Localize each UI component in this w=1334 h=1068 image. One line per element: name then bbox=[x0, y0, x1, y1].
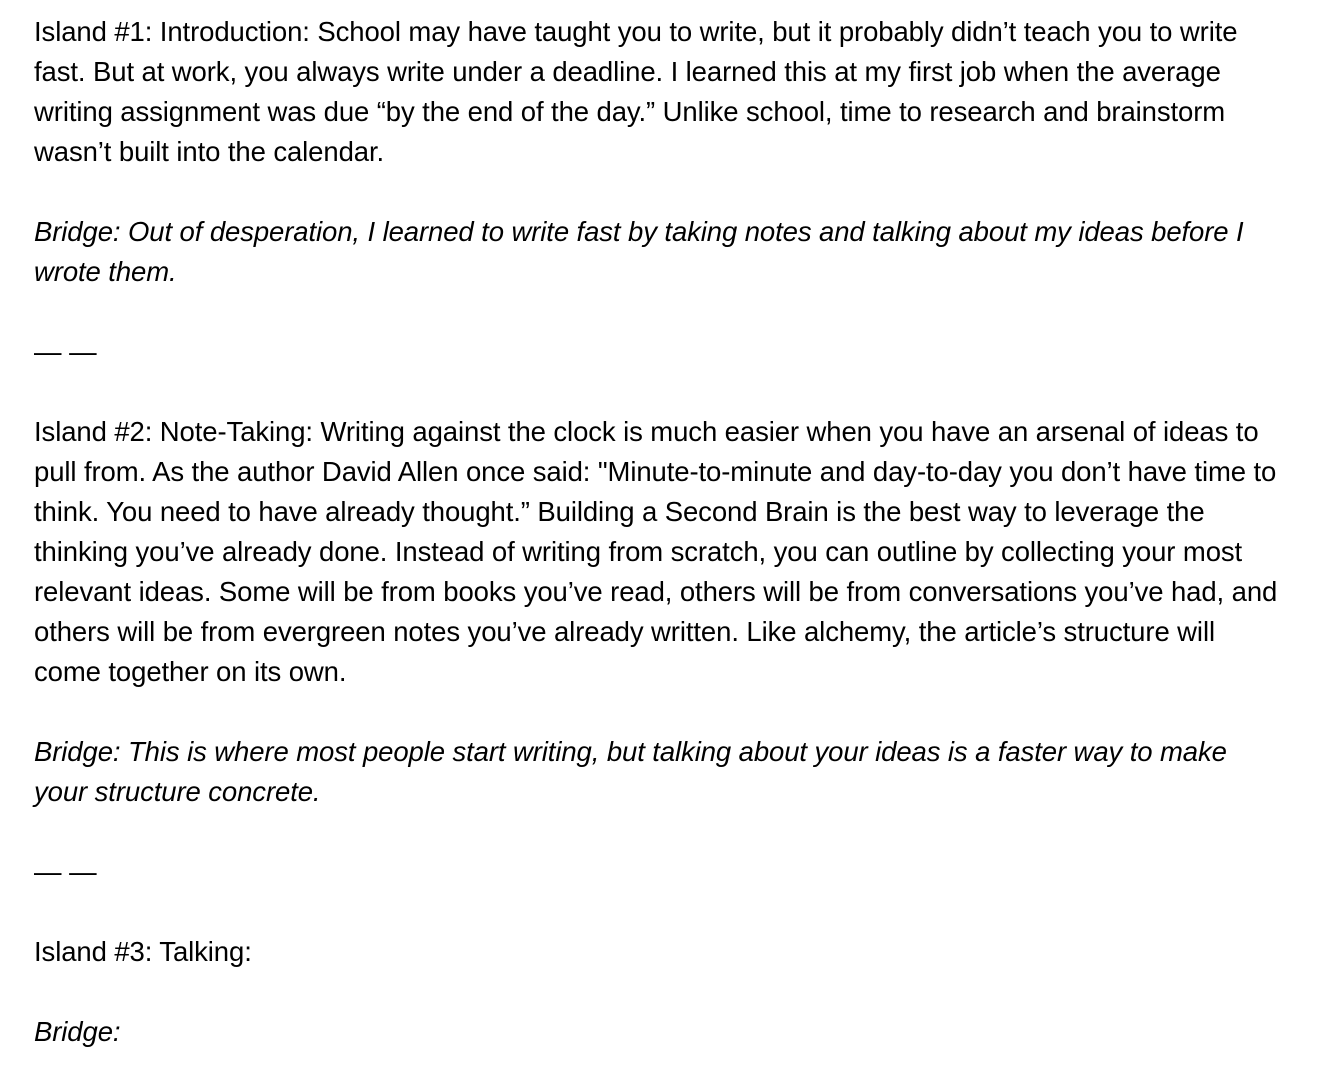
island-1-paragraph: Island #1: Introduction: School may have taught you to write, but it probably didn’t teach you to write fast. But at work, you always write under a deadline. I learned this at my first job when the average writing assignment was due “by the end of the day.” Unlike school, time to research and brainstorm wasn’t built into the calendar. bbox=[34, 16, 1238, 167]
document-body bbox=[34, 12, 1286, 1052]
island-3-paragraph: Island #3: Talking: bbox=[34, 936, 252, 967]
section-divider-1: — — bbox=[34, 336, 97, 367]
bridge-1-paragraph: Bridge: Out of desperation, I learned to write fast by taking notes and talking about my ideas before I wrote them. bbox=[34, 216, 1244, 287]
bridge-3-paragraph: Bridge: bbox=[34, 1016, 121, 1047]
island-2-paragraph: Island #2: Note-Taking: Writing against the clock is much easier when you have an arsenal of ideas to pull from. As the author David Allen once said: "Minute-to-minute and day-to-day you don’t have time to think. You need to have already thought.” Building a Second Brain is the best way to leverage the thinking you’ve already done. Instead of writing from scratch, you can outline by collecting your most relevant ideas. Some will be from books you’ve read, others will be from conversations you’ve had, and others will be from evergreen notes you’ve already written. Like alchemy, the article’s structure will come together on its own. bbox=[34, 416, 1278, 687]
section-divider-2: — — bbox=[34, 856, 97, 887]
bridge-2-paragraph: Bridge: This is where most people start writing, but talking about your ideas is a faster way to make your structure concrete. bbox=[34, 736, 1227, 807]
